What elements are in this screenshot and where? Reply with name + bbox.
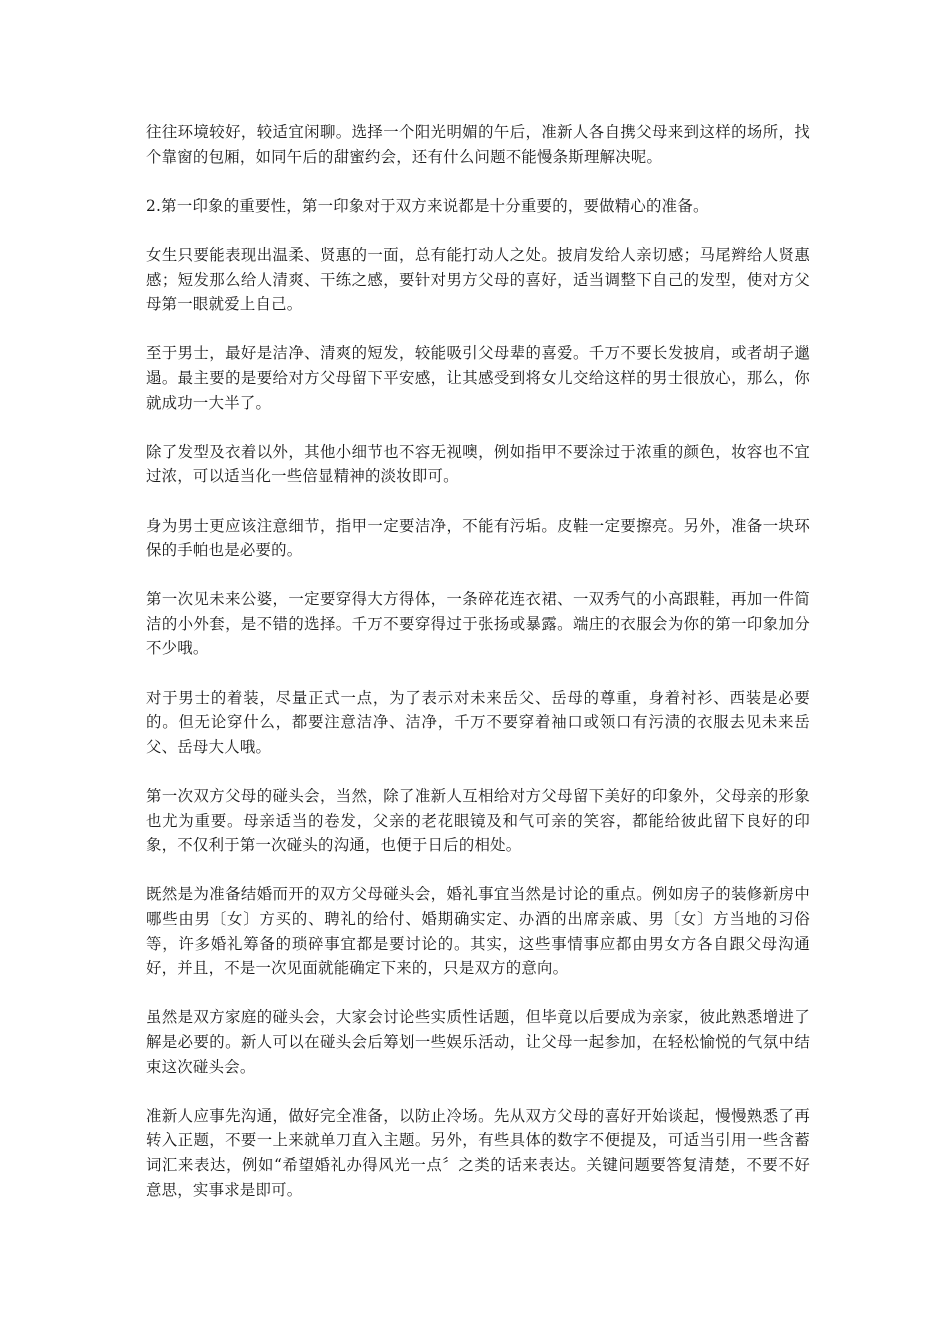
paragraph-details-makeup: 除了发型及衣着以外，其他小细节也不容无视噢，例如指甲不要涂过于浓重的颜色，妆容也不宜过浓，可以适当化一些倍显精神的淡妆即可。 bbox=[146, 442, 810, 486]
paragraph-women-attire: 第一次见未来公婆，一定要穿得大方得体，一条碎花连衣裙、一双秀气的小高跟鞋，再加一件简洁的小外套，是不错的选择。千万不要穿得过于张扬或暴露。端庄的衣服会为你的第一印象加分不少哦。 bbox=[146, 590, 810, 658]
paragraph-men-details: 身为男士更应该注意细节，指甲一定要洁净，不能有污垢。皮鞋一定要擦亮。另外，准备一块环保的手帕也是必要的。 bbox=[146, 516, 810, 560]
paragraph-men-attire: 对于男士的着装，尽量正式一点，为了表示对未来岳父、岳母的尊重，身着衬衫、西装是必要的。但无论穿什么，都要注意洁净、洁净，千万不要穿着袖口或领口有污渍的衣服去见未来岳父、岳母大人哦。 bbox=[146, 688, 810, 756]
paragraph-men-hairstyle: 至于男士，最好是洁净、清爽的短发，较能吸引父母辈的喜爱。千万不要长发披肩，或者胡子邋遢。最主要的是要给对方父母留下平安感，让其感受到将女儿交给这样的男士很放心，那么，你就成功一大半了。 bbox=[146, 344, 810, 412]
paragraph-communication: 准新人应事先沟通，做好完全准备，以防止冷场。先从双方父母的喜好开始谈起，慢慢熟悉了再转入正题，不要一上来就单刀直入主题。另外，有些具体的数字不便提及，可适当引用一些含蓄词汇来表达，例如“希望婚礼办得风光一点〞之类的话来表达。关键问题要答复清楚，不要不好意思，实事求是即可。 bbox=[146, 1106, 810, 1199]
paragraph-venue: 往往环境较好，较适宜闲聊。选择一个阳光明媚的午后，准新人各自携父母来到这样的场所，找个靠窗的包厢，如同午后的甜蜜约会，还有什么问题不能慢条斯理解决呢。 bbox=[146, 123, 810, 166]
paragraph-wedding-matters: 既然是为准备结婚而开的双方父母碰头会，婚礼事宜当然是讨论的重点。例如房子的装修新房中哪些由男〔女〕方买的、聘礼的给付、婚期确实定、办酒的出席亲戚、男〔女〕方当地的习俗等，许多婚礼筹备的琐碎事宜都是要讨论的。其实，这些事情事应都由男女方各自跟父母沟通好，并且，不是一次见面就能确定下来的，只是双方的意向。 bbox=[146, 885, 810, 978]
document-body bbox=[146, 120, 810, 1227]
paragraph-first-impression-heading: 2.第一印象的重要性，第一印象对于双方来说都是十分重要的，要做精心的准备。 bbox=[146, 196, 709, 215]
paragraph-women-hairstyle: 女生只要能表现出温柔、贤惠的一面，总有能打动人之处。披肩发给人亲切感；马尾辫给人贤惠感；短发那么给人清爽、干练之感，要针对男方父母的喜好，适当调整下自己的发型，使对方父母第一眼就爱上自己。 bbox=[146, 245, 810, 314]
paragraph-family-activities: 虽然是双方家庭的碰头会，大家会讨论些实质性话题，但毕竟以后要成为亲家，彼此熟悉增进了解是必要的。新人可以在碰头会后筹划一些娱乐活动，让父母一起参加，在轻松愉悦的气氛中结束这次碰头会。 bbox=[146, 1008, 810, 1076]
paragraph-parents-image: 第一次双方父母的碰头会，当然，除了准新人互相给对方父母留下美好的印象外，父母亲的形象也尤为重要。母亲适当的卷发，父亲的老花眼镜及和气可亲的笑容，都能给彼此留下良好的印象，不仅利于第一次碰头的沟通，也便于日后的相处。 bbox=[146, 787, 810, 855]
